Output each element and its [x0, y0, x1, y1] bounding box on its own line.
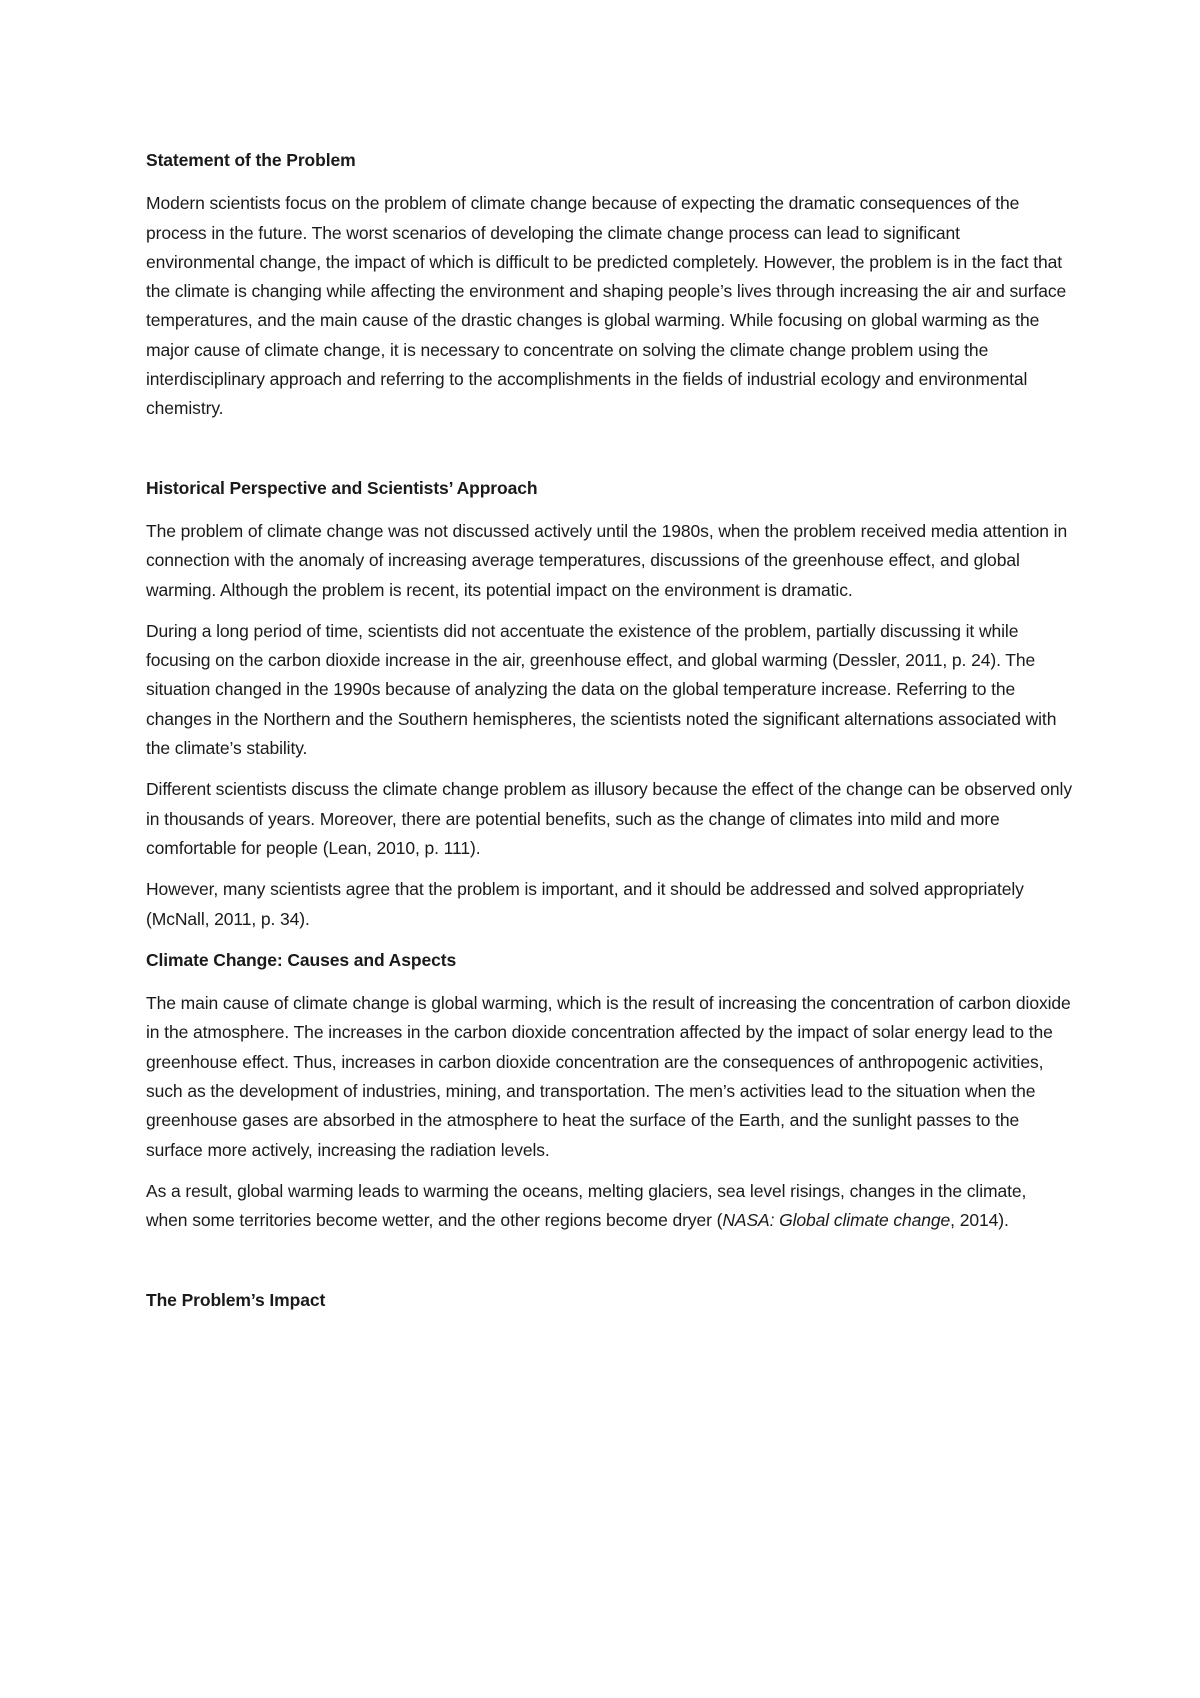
paragraph: Different scientists discuss the climate change problem as illusory because the effect of the change can be observed only in thousands of years. Moreover, there are potential benefits, such as the change of climates into mild and more comfortable for people (Lean, 2010, p. 111).: [146, 779, 1072, 858]
paragraph: The main cause of climate change is global warming, which is the result of increasing the concentration of carbon dioxide in the atmosphere. The increases in the carbon dioxide concentration affected by the impact of solar energy lead to the greenhouse effect. Thus, increases in carbon dioxide concentration are the consequences of anthropogenic activities, such as the development of industries, mining, and transportation. The men’s activities lead to the situation when the greenhouse gases are absorbed in the atmosphere to heat the surface of the Earth, and the sunlight passes to the surface more actively, increasing the radiation levels.: [146, 993, 1071, 1160]
citation-year: , 2014).: [950, 1210, 1009, 1231]
document-body: [146, 146, 1072, 1315]
section-heading-causes: Climate Change: Causes and Aspects: [146, 949, 457, 970]
section-heading-historical: Historical Perspective and Scientists’ Approach: [146, 477, 538, 498]
section-heading-impact: The Problem’s Impact: [146, 1289, 326, 1310]
section-heading-statement: Statement of the Problem: [146, 150, 356, 170]
citation-title: NASA: Global climate change: [722, 1210, 951, 1231]
paragraph: The problem of climate change was not discussed actively until the 1980s, when the problem received media attention in connection with the anomaly of increasing average temperatures, discussions of the greenhouse effect, and global warming. Although the problem is recent, its potential impact on the environment is dramatic.: [146, 520, 1068, 600]
paragraph-with-citation: [146, 1177, 1072, 1236]
paragraph: During a long period of time, scientists did not accentuate the existence of the problem, partially discussing it while focusing on the carbon dioxide increase in the air, greenhouse effect, and global warming (Dessler, 2011, p. 24). The situation changed in the 1990s because of analyzing the data on the global temperature increase. Referring to the changes in the Northern and the Southern hemispheres, the scientists noted the significant alternations associated with the climate’s stability.: [146, 620, 1057, 759]
paragraph: However, many scientists agree that the problem is important, and it should be addressed and solved appropriately (McNall, 2011, p. 34).: [146, 879, 1024, 929]
paragraph-text: As a result, global warming leads to warming the oceans, melting glaciers, sea level risings, changes in the climate, when some territories become wetter, and the other regions become dryer (: [146, 1180, 1027, 1231]
paragraph: Modern scientists focus on the problem of climate change because of expecting the dramatic consequences of the process in the future. The worst scenarios of developing the climate change process can lead to significant environmental change, the impact of which is difficult to be predicted completely. However, the problem is in the fact that the climate is changing while affecting the environment and shaping people’s lives through increasing the air and surface temperatures, and the main cause of the drastic changes is global warming. While focusing on global warming as the major cause of climate change, it is necessary to concentrate on solving the climate change problem using the interdisciplinary approach and referring to the accomplishments in the fields of industrial ecology and environmental chemistry.: [146, 193, 1067, 419]
